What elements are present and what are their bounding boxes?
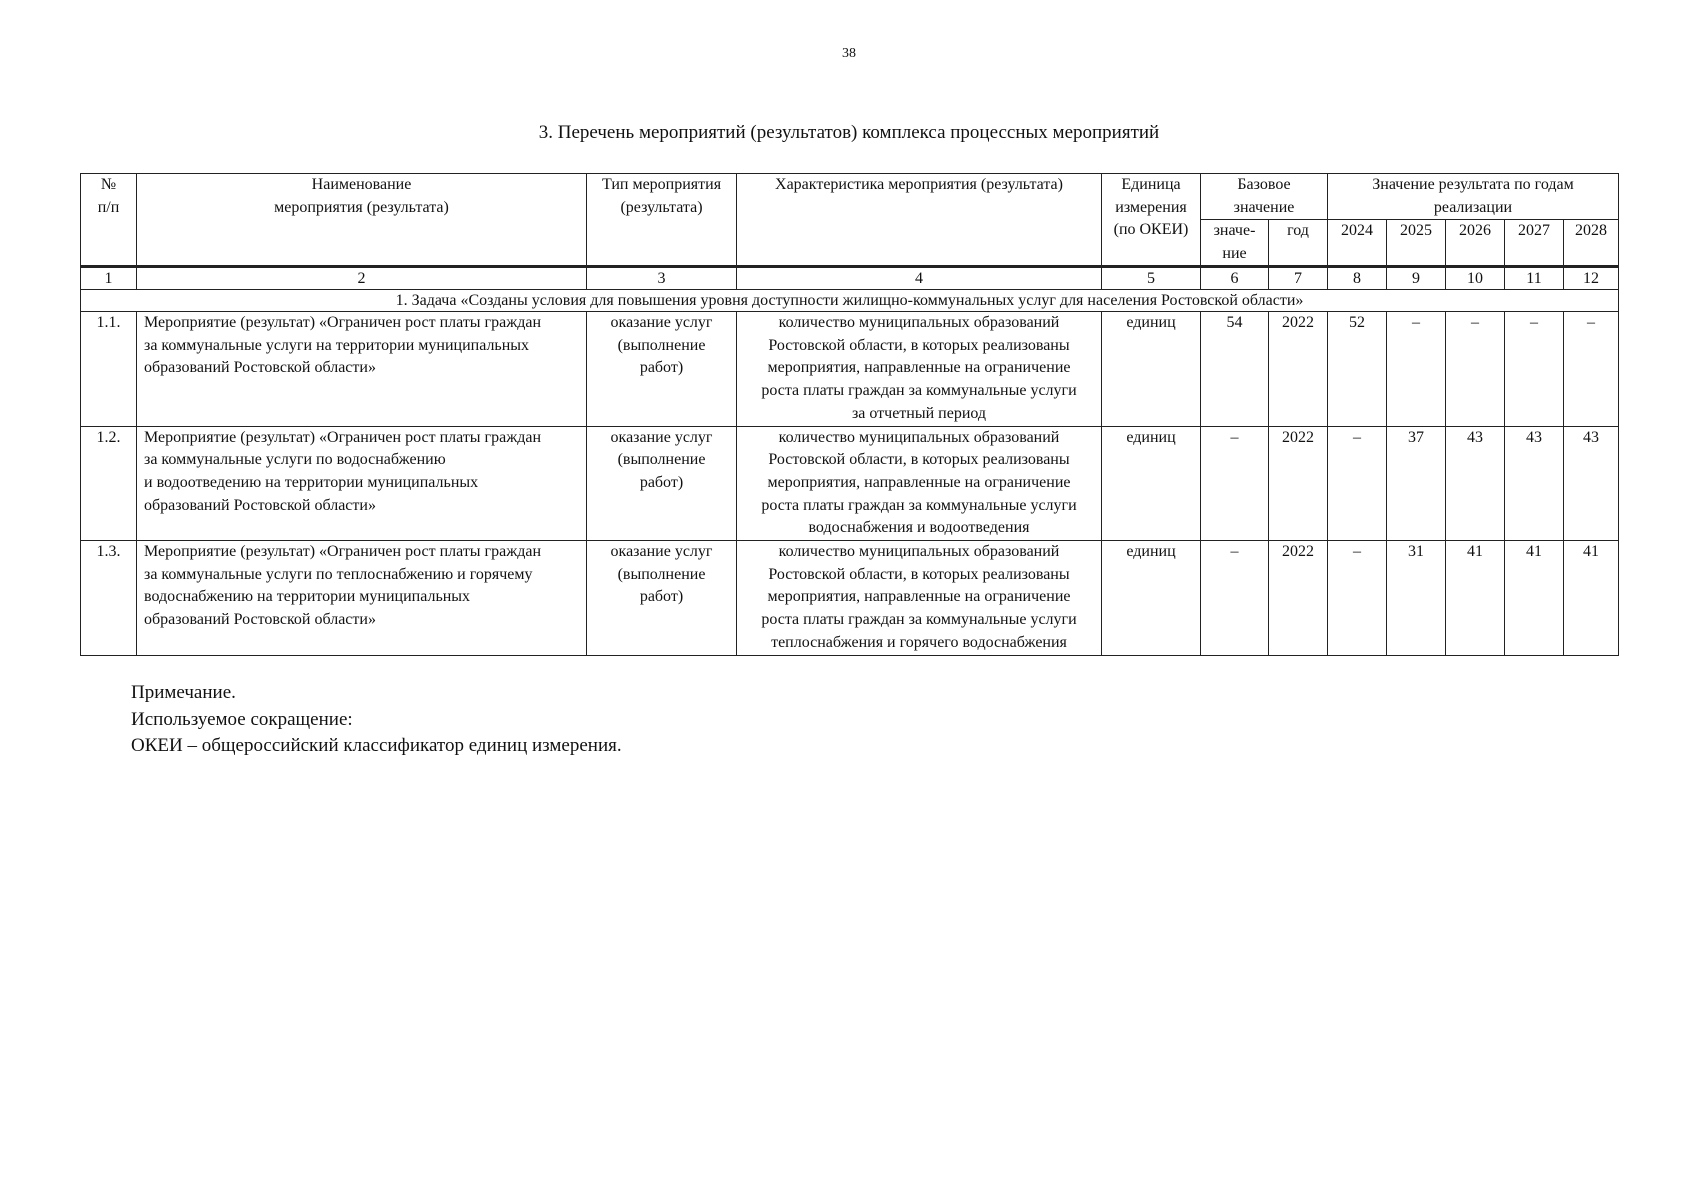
row-number: 1.2. (81, 426, 137, 541)
column-number: 3 (587, 267, 737, 290)
table-row (81, 312, 1619, 427)
year-value: 31 (1387, 541, 1446, 656)
event-type (587, 426, 737, 541)
event-type-line: работ) (639, 359, 684, 377)
column-numbers-row (81, 267, 1619, 290)
year-value: 41 (1564, 541, 1619, 656)
header-result-line: Значение результата по годам (1372, 176, 1574, 193)
header-base-line: значение (1233, 198, 1295, 216)
header-year: 2026 (1446, 220, 1505, 267)
year-value: – (1328, 541, 1387, 656)
event-type-line: работ) (639, 473, 684, 491)
year-value: 43 (1446, 426, 1505, 541)
unit: единиц (1102, 312, 1201, 427)
header-name-line: мероприятия (результата) (274, 198, 449, 216)
base-year: 2022 (1269, 312, 1328, 427)
note-line: Используемое сокращение: (131, 708, 353, 730)
task-heading: 1. Задача «Созданы условия для повышения уровня доступности жилищно-коммунальных услуг для населения Ростовской области» (81, 290, 1619, 312)
table-row (81, 426, 1619, 541)
event-characteristic-line: мероприятия, направленные на ограничение (767, 588, 1071, 606)
column-number: 12 (1564, 267, 1619, 290)
header-name-line: Наименование (311, 176, 412, 193)
year-value: 41 (1446, 541, 1505, 656)
event-characteristic-line: мероприятия, направленные на ограничение (767, 473, 1071, 491)
header-year: 2024 (1328, 220, 1387, 267)
column-number: 9 (1387, 267, 1446, 290)
header-year: 2027 (1505, 220, 1564, 267)
column-number: 4 (737, 267, 1102, 290)
event-characteristic-line: теплоснабжения и горячего водоснабжения (771, 633, 1067, 651)
event-name-line: за коммунальные услуги по водоснабжению (144, 451, 446, 469)
year-value: 52 (1328, 312, 1387, 427)
document-title: 3. Перечень мероприятий (результатов) комплекса процессных мероприятий (538, 122, 1160, 143)
column-number: 7 (1269, 267, 1328, 290)
year-value: 37 (1387, 426, 1446, 541)
event-characteristic-line: за отчетный период (851, 404, 987, 422)
base-value: 54 (1201, 312, 1269, 427)
column-number: 5 (1102, 267, 1201, 290)
header-type (587, 174, 737, 267)
event-type (587, 312, 737, 427)
page-number: 38 (842, 46, 856, 61)
event-characteristic (737, 312, 1102, 427)
event-type-line: работ) (639, 588, 684, 606)
header-type-line: Тип мероприятия (601, 176, 722, 193)
header-unit-line: измерения (1115, 198, 1187, 216)
task-row (81, 290, 1619, 312)
header-base-year: год (1269, 220, 1328, 267)
notes-block (131, 680, 622, 760)
column-number: 10 (1446, 267, 1505, 290)
column-number: 6 (1201, 267, 1269, 290)
column-number: 2 (137, 267, 587, 290)
event-type-line: (выполнение (617, 451, 706, 469)
column-number: 11 (1505, 267, 1564, 290)
row-number: 1.3. (81, 541, 137, 656)
base-value: – (1201, 541, 1269, 656)
event-characteristic-line: количество муниципальных образований (778, 428, 1060, 446)
event-type-line: оказание услуг (610, 428, 713, 446)
header-name (137, 174, 587, 267)
header-unit-line: Единица (1121, 176, 1181, 193)
event-name-line: Мероприятие (результат) «Ограничен рост платы граждан (144, 543, 542, 561)
header-characteristic-line: Характеристика мероприятия (результата) (775, 176, 1063, 193)
event-name-line: Мероприятие (результат) «Ограничен рост платы граждан (144, 428, 542, 446)
header-type-line: (результата) (620, 198, 703, 216)
header-number-line: № (100, 176, 117, 193)
event-name (137, 541, 587, 656)
event-type-line: (выполнение (617, 565, 706, 583)
event-type-line: оказание услуг (610, 543, 713, 561)
year-value: – (1505, 312, 1564, 427)
event-name-line: водоснабжению на территории муниципальных (144, 588, 471, 606)
note-heading: Примечание. (131, 682, 236, 703)
event-characteristic-line: мероприятия, направленные на ограничение (767, 359, 1071, 377)
header-base (1201, 174, 1328, 220)
event-characteristic-line: Ростовской области, в которых реализованы (768, 336, 1070, 354)
event-name-line: образований Ростовской области» (144, 611, 376, 629)
header-result-line: реализации (1433, 198, 1513, 216)
event-name (137, 312, 587, 427)
unit: единиц (1102, 426, 1201, 541)
event-name-line: образований Ростовской области» (144, 496, 376, 514)
table-row (81, 541, 1619, 656)
unit: единиц (1102, 541, 1201, 656)
base-year: 2022 (1269, 426, 1328, 541)
header-number (81, 174, 137, 267)
event-characteristic-line: водоснабжения и водоотведения (808, 519, 1030, 537)
events-table (80, 173, 1619, 656)
event-characteristic-line: роста платы граждан за коммунальные услуги (761, 382, 1077, 400)
header-unit (1102, 174, 1201, 267)
table-header-row (81, 174, 1619, 220)
event-name-line: образований Ростовской области» (144, 359, 376, 377)
event-characteristic-line: количество муниципальных образований (778, 314, 1060, 331)
event-type (587, 541, 737, 656)
event-characteristic-line: количество муниципальных образований (778, 543, 1060, 561)
header-characteristic (737, 174, 1102, 267)
event-name-line: и водоотведению на территории муниципальных (144, 473, 479, 491)
event-characteristic (737, 426, 1102, 541)
header-year: 2025 (1387, 220, 1446, 267)
event-type-line: (выполнение (617, 336, 706, 354)
event-characteristic-line: Ростовской области, в которых реализованы (768, 565, 1070, 583)
note-line: ОКЕИ – общероссийский классификатор единиц измерения. (131, 735, 622, 756)
header-unit-line: (по ОКЕИ) (1113, 221, 1189, 238)
header-base-value-line: ние (1222, 244, 1247, 262)
header-result (1328, 174, 1619, 220)
header-year: 2028 (1564, 220, 1619, 267)
event-name (137, 426, 587, 541)
event-characteristic-line: Ростовской области, в которых реализованы (768, 451, 1070, 469)
column-number: 1 (81, 267, 137, 290)
event-name-line: за коммунальные услуги по теплоснабжению и горячему (144, 565, 533, 583)
year-value: 41 (1505, 541, 1564, 656)
year-value: – (1387, 312, 1446, 427)
header-base-line: Базовое (1237, 176, 1291, 193)
event-characteristic (737, 541, 1102, 656)
year-value: 43 (1564, 426, 1619, 541)
event-name-line: за коммунальные услуги на территории муниципальных (144, 336, 530, 354)
year-value: – (1328, 426, 1387, 541)
base-year: 2022 (1269, 541, 1328, 656)
header-base-value-line: значе- (1213, 222, 1256, 239)
header-number-line: п/п (97, 198, 120, 216)
event-characteristic-line: роста платы граждан за коммунальные услуги (761, 611, 1077, 629)
year-value: – (1446, 312, 1505, 427)
base-value: – (1201, 426, 1269, 541)
event-type-line: оказание услуг (610, 314, 713, 331)
event-name-line: Мероприятие (результат) «Ограничен рост платы граждан (144, 314, 542, 331)
row-number: 1.1. (81, 312, 137, 427)
event-characteristic-line: роста платы граждан за коммунальные услуги (761, 496, 1077, 514)
column-number: 8 (1328, 267, 1387, 290)
header-base-value (1201, 220, 1269, 267)
year-value: – (1564, 312, 1619, 427)
year-value: 43 (1505, 426, 1564, 541)
